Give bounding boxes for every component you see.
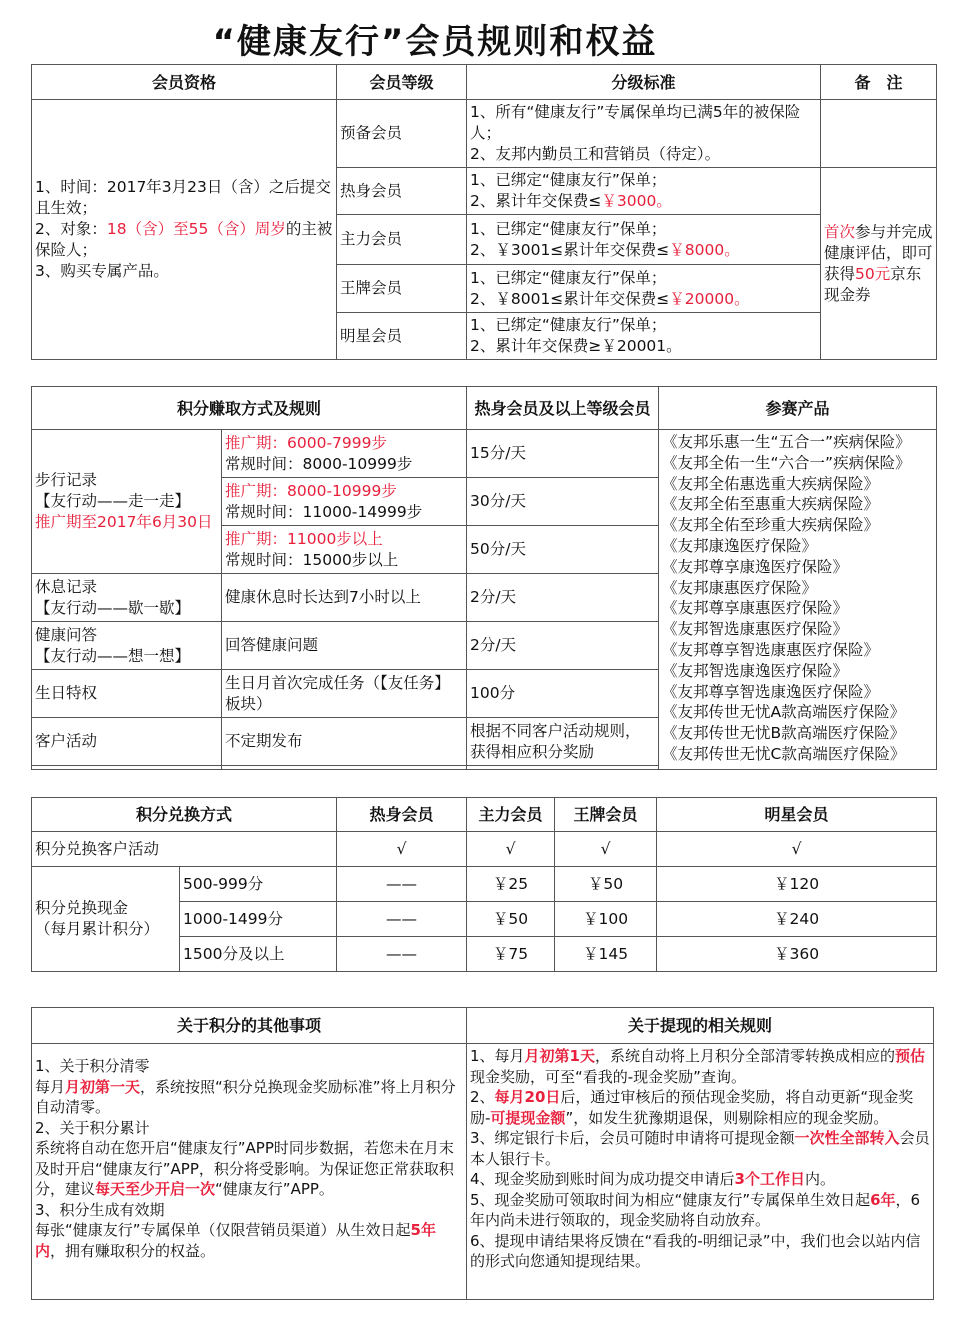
membership-table: [31, 64, 937, 360]
walk-rule: 推广期：8000-10999步 常规时间：11000-14999步: [222, 478, 467, 526]
product-item: 《友邦全佑至惠重大疾病保险》: [662, 495, 880, 514]
header-level: 会员等级: [337, 65, 467, 100]
walk-rule: 推广期：6000-7999步 常规时间：8000-10999步: [222, 430, 467, 478]
level-standard: 1、已绑定“健康友行”保单； 2、￥3001≤累计年交保费≤￥8000。: [467, 215, 821, 265]
cash-value: ￥145: [555, 937, 657, 972]
header-withdraw-rules: 关于提现的相关规则: [467, 1008, 934, 1044]
products-list: [659, 430, 937, 770]
birthday-points: 100分: [467, 670, 659, 718]
cash-value: ——: [337, 902, 467, 937]
product-item: 《友邦尊享康逸医疗保险》: [662, 557, 849, 576]
cash-value: ￥100: [555, 902, 657, 937]
header-main: 主力会员: [467, 798, 555, 832]
birthday-rule: 生日月首次完成任务（【友任务】板块）: [222, 670, 467, 718]
cash-value: ￥25: [467, 867, 555, 902]
rest-points: 2分/天: [467, 574, 659, 622]
activity-exchange-label: 积分兑换客户活动: [32, 832, 337, 867]
cash-value: ￥360: [657, 937, 937, 972]
points-range: 1000-1499分: [180, 902, 337, 937]
header-exchange-method: 积分兑换方式: [32, 798, 337, 832]
client-activity-points: 根据不同客户活动规则，获得相应积分奖励: [467, 718, 659, 766]
product-item: 《友邦乐惠一生“五合一”疾病保险》: [662, 433, 911, 451]
client-activity-rule: 不定期发布: [222, 718, 467, 766]
product-item: 《友邦康惠医疗保险》: [662, 578, 818, 597]
cash-value: ——: [337, 937, 467, 972]
level-name: 明星会员: [337, 313, 467, 360]
health-qa-cell: 健康问答 【友行动——想一想】: [32, 622, 222, 670]
qa-points: 2分/天: [467, 622, 659, 670]
cash-value: ￥50: [555, 867, 657, 902]
product-item: 《友邦智选康逸医疗保险》: [662, 661, 849, 680]
check-mark: √: [657, 832, 937, 867]
walk-record-cell: 步行记录 【友行动——走一走】 推广期至2017年6月30日: [32, 430, 222, 574]
header-qualification: 会员资格: [32, 65, 337, 100]
cash-value: ￥240: [657, 902, 937, 937]
cash-value: ——: [337, 867, 467, 902]
level-name: 王牌会员: [337, 265, 467, 313]
cash-value: ￥120: [657, 867, 937, 902]
product-item: 《友邦尊享智选康逸医疗保险》: [662, 682, 880, 701]
points-exchange-table: [31, 797, 937, 972]
page-title: “健康友行”会员规则和权益: [212, 22, 658, 62]
product-item: 《友邦康逸医疗保险》: [662, 536, 818, 555]
level-name: 热身会员: [337, 168, 467, 215]
header-products: 参赛产品: [659, 387, 937, 430]
header-points-matters: 关于积分的其他事项: [32, 1008, 467, 1044]
note-blank: [821, 100, 937, 168]
product-item: 《友邦全佑一生“六合一”疾病保险》: [662, 453, 911, 472]
check-mark: √: [467, 832, 555, 867]
rest-record-cell: 休息记录 【友行动——歇一歇】: [32, 574, 222, 622]
product-item: 《友邦传世无忧C款高端医疗保险》: [662, 744, 906, 763]
product-item: 《友邦全佑惠选重大疾病保险》: [662, 474, 880, 493]
header-standard: 分级标准: [467, 65, 821, 100]
header-earning-method: 积分赚取方式及规则: [32, 387, 467, 430]
client-activity-cell: 客户活动: [32, 718, 222, 766]
cash-exchange-label: 积分兑换现金 （每月累计积分）: [32, 867, 180, 972]
points-earning-table: [31, 386, 937, 770]
cash-value: ￥75: [467, 937, 555, 972]
points-range: 1500分及以上: [180, 937, 337, 972]
level-name: 预备会员: [337, 100, 467, 168]
qualification-cell: 1、时间：2017年3月23日（含）之后提交且生效； 2、对象：18（含）至55（含）周岁的主被保险人； 3、购买专属产品。: [32, 100, 337, 360]
product-item: 《友邦传世无忧A款高端医疗保险》: [662, 703, 906, 722]
points-matters-cell: 1、关于积分清零 每月月初第一天，系统按照“积分兑换现金奖励标准”将上月积分自动清零。 2、关于积分累计 系统将自动在您开启“健康友行”APP时同步数据，若您未在月末及时开启“健康友行”APP，积分将受影响。为保证您正常获取积分，建议每天至少开启一次“健康友行”APP。 3、积分生成有效期 每张“健康友行”专属保单（仅限营销员渠道）从生效日起5年内，拥有赚取积分的权益。: [32, 1044, 467, 1300]
note-cell: 首次参与并完成健康评估，即可获得50元京东现金券: [821, 168, 937, 360]
check-mark: √: [337, 832, 467, 867]
header-warmup: 热身会员: [337, 798, 467, 832]
header-ace: 王牌会员: [555, 798, 657, 832]
walk-points: 50分/天: [467, 526, 659, 574]
points-range: 500-999分: [180, 867, 337, 902]
qa-rule: 回答健康问题: [222, 622, 467, 670]
birthday-cell: 生日特权: [32, 670, 222, 718]
level-standard: 1、已绑定“健康友行”保单； 2、累计年交保费≤￥3000。: [467, 168, 821, 215]
rules-table: [31, 1007, 934, 1300]
walk-points: 15分/天: [467, 430, 659, 478]
level-standard: 1、所有“健康友行”专属保单均已满5年的被保险人； 2、友邦内勤员工和营销员（待定）。: [467, 100, 821, 168]
level-standard: 1、已绑定“健康友行”保单； 2、累计年交保费≥￥20001。: [467, 313, 821, 360]
product-item: 《友邦尊享智选康惠医疗保险》: [662, 640, 880, 659]
product-item: 《友邦尊享康惠医疗保险》: [662, 599, 849, 618]
level-name: 主力会员: [337, 215, 467, 265]
walk-points: 30分/天: [467, 478, 659, 526]
header-member-level: 热身会员及以上等级会员: [467, 387, 659, 430]
product-item: 《友邦智选康惠医疗保险》: [662, 620, 849, 639]
cash-value: ￥50: [467, 902, 555, 937]
rest-rule: 健康休息时长达到7小时以上: [222, 574, 467, 622]
product-item: 《友邦全佑至珍重大疾病保险》: [662, 516, 880, 535]
withdraw-rules-cell: 1、每月月初第1天，系统自动将上月积分全部清零转换成相应的预估现金奖励，可至“看我的-现金奖励”查询。 2、每月20日后，通过审核后的预估现金奖励，将自动更新“现金奖励-可提现金额”，如发生犹豫期退保，则剔除相应的现金奖励。 3、绑定银行卡后，会员可随时申请将可提现金额一次性全部转入会员本人银行卡。 4、现金奖励到账时间为成功提交申请后3个工作日内。 5、现金奖励可领取时间为相应“健康友行”专属保单生效日起6年，6年内尚未进行领取的，现金奖励将自动放弃。 6、提现申请结果将反馈在“看我的-明细记录”中，我们也会以站内信的形式向您通知提现结果。: [467, 1044, 934, 1300]
header-star: 明星会员: [657, 798, 937, 832]
check-mark: √: [555, 832, 657, 867]
header-note: 备 注: [821, 65, 937, 100]
product-item: 《友邦传世无忧B款高端医疗保险》: [662, 724, 906, 743]
level-standard: 1、已绑定“健康友行”保单； 2、￥8001≤累计年交保费≤￥20000。: [467, 265, 821, 313]
walk-rule: 推广期：11000步以上 常规时间：15000步以上: [222, 526, 467, 574]
